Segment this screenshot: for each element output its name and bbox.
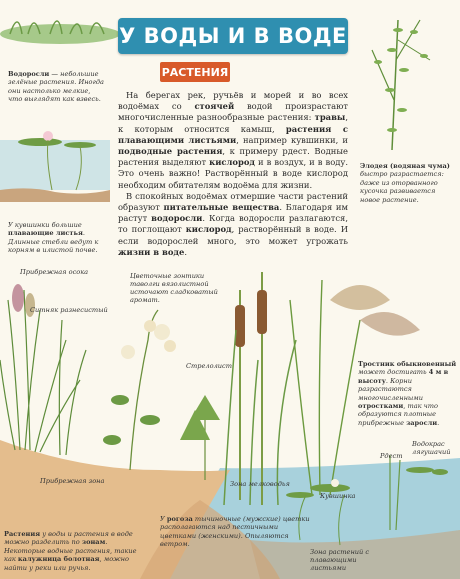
note-zones-marigold: калужница болотная — [17, 555, 100, 564]
main-paragraph-2 — [118, 191, 348, 258]
text-run: В спокойных водоёмах отмершие части растений образуют — [118, 190, 348, 213]
note-algae — [8, 70, 106, 104]
text-run: , растворённый в воде. И если водорослей много, это может угрожать — [118, 224, 348, 246]
text-run: . Благодаря им растут — [118, 202, 348, 224]
lily-pond-illustration — [0, 131, 110, 202]
label-meadowsweet: Цветочные зонтики таволги вязолистной источают сладковатый аромат. — [130, 272, 218, 304]
note-reed-shoots: отростками — [358, 402, 404, 411]
note-reed-term: Тростник обыкновенный — [358, 360, 457, 368]
note-reed-t3: , так что образуются плотные прибрежные — [358, 402, 438, 427]
note-cattail-pre: У — [160, 515, 167, 523]
label-shallow-zone: Зона мелководья — [230, 480, 290, 488]
top-grass-illustration — [0, 21, 120, 44]
note-reed-t2: . Корни разрастаются многочисленными — [358, 376, 423, 402]
note-cattail-term: рогоза — [166, 515, 193, 523]
text-run: На берегах рек, ручьёв и морей и во всех водоёмах со — [118, 90, 348, 112]
bold-term: травы — [314, 112, 346, 123]
note-lily-term: плавающие листья — [8, 229, 83, 238]
note-zones-zones: зонам — [81, 538, 106, 547]
note-zones-t1: у воды и растения в воде можно разделить по — [4, 530, 133, 547]
label-floating-zone: Зона растений с плавающими листьями — [310, 548, 370, 572]
note-reed-thickets: заросли — [406, 418, 438, 427]
bold-term: питательные вещества — [163, 202, 280, 213]
label-shore-zone: Прибрежная зона — [40, 477, 105, 485]
note-zones — [4, 530, 138, 572]
bold-term: растения с плавающими листьями — [118, 123, 348, 145]
page-title: У ВОДЫ И В ВОДЕ — [118, 18, 348, 54]
label-water-lily: Кувшинка — [320, 492, 356, 500]
label-sedge: Прибрежная осока — [20, 268, 89, 276]
text-run: , к которым относится камыш, — [118, 112, 348, 134]
text-run: , например кувшинки, и — [236, 134, 348, 145]
label-water-plantain: Водокрас лягушачий — [412, 440, 451, 456]
label-bulrush: Ситняк разнесистый — [30, 306, 108, 314]
sedge-illustration — [0, 290, 86, 455]
bold-term: водоросли — [151, 213, 203, 224]
note-reed-end: . — [437, 418, 440, 427]
main-text — [118, 90, 348, 258]
bold-term: жизни в воде — [118, 246, 185, 257]
note-zones-term: Растения — [4, 530, 41, 538]
label-pondweed: Рдест — [380, 452, 403, 460]
label-arrowhead: Стрелолист — [186, 362, 232, 370]
note-cattail-text: тычиночные (мужские) цветки располагаются над пестичными цветками (женскими). Опыляются ветром. — [160, 515, 310, 549]
bold-term: кислород — [209, 157, 256, 168]
meadowsweet-illustration — [103, 310, 176, 470]
note-algae-text: — небольшие зелёные растения. Иногда они настолько мелкие, что выглядят как взвесь. — [8, 70, 104, 104]
section-badge: РАСТЕНИЯ — [160, 62, 230, 82]
note-elodea — [360, 162, 456, 204]
text-run: . — [184, 246, 187, 257]
arrowhead-illustration — [180, 395, 220, 480]
note-lily-pre: У кувшинки большие — [8, 221, 82, 229]
note-lily-text: . Длинные стебли ведут к корням в илистой почве. — [8, 229, 99, 255]
note-zones-end: , можно найти у реки или ручья. — [4, 555, 129, 572]
main-paragraph-1 — [118, 90, 348, 191]
note-zones-t2: . Некоторые водные растения, такие как — [4, 538, 137, 564]
note-algae-term: Водоросли — [8, 70, 50, 78]
note-cattail — [160, 515, 310, 549]
bold-term: стоячей — [194, 101, 235, 112]
text-run: . Когда водоросли разлагаются, то поглощают — [118, 213, 348, 235]
text-run: и в воздух, и в воду. Это очень важно! Растворённый в воде кислород необходим обитателям водоёма для жизни. — [118, 157, 348, 190]
bold-term: подводные растения — [118, 146, 223, 157]
note-reed — [358, 360, 458, 427]
note-reed-height: 4 м в высоту — [358, 368, 449, 385]
bold-term: кислород — [185, 224, 232, 235]
text-run: , к примеру рдест. Водные растения выделяют — [118, 146, 348, 168]
note-reed-t1: может достигать — [358, 368, 429, 377]
note-lily — [8, 221, 116, 255]
elodea-illustration — [372, 20, 430, 150]
text-run: водой произрастают многочисленные разнообразные растения: — [118, 101, 348, 123]
note-elodea-term: Элодея (водяная чума) — [360, 162, 450, 170]
note-elodea-text: быстро разрастается: даже из оторванного кусочка развивается новое растение. — [360, 170, 444, 204]
